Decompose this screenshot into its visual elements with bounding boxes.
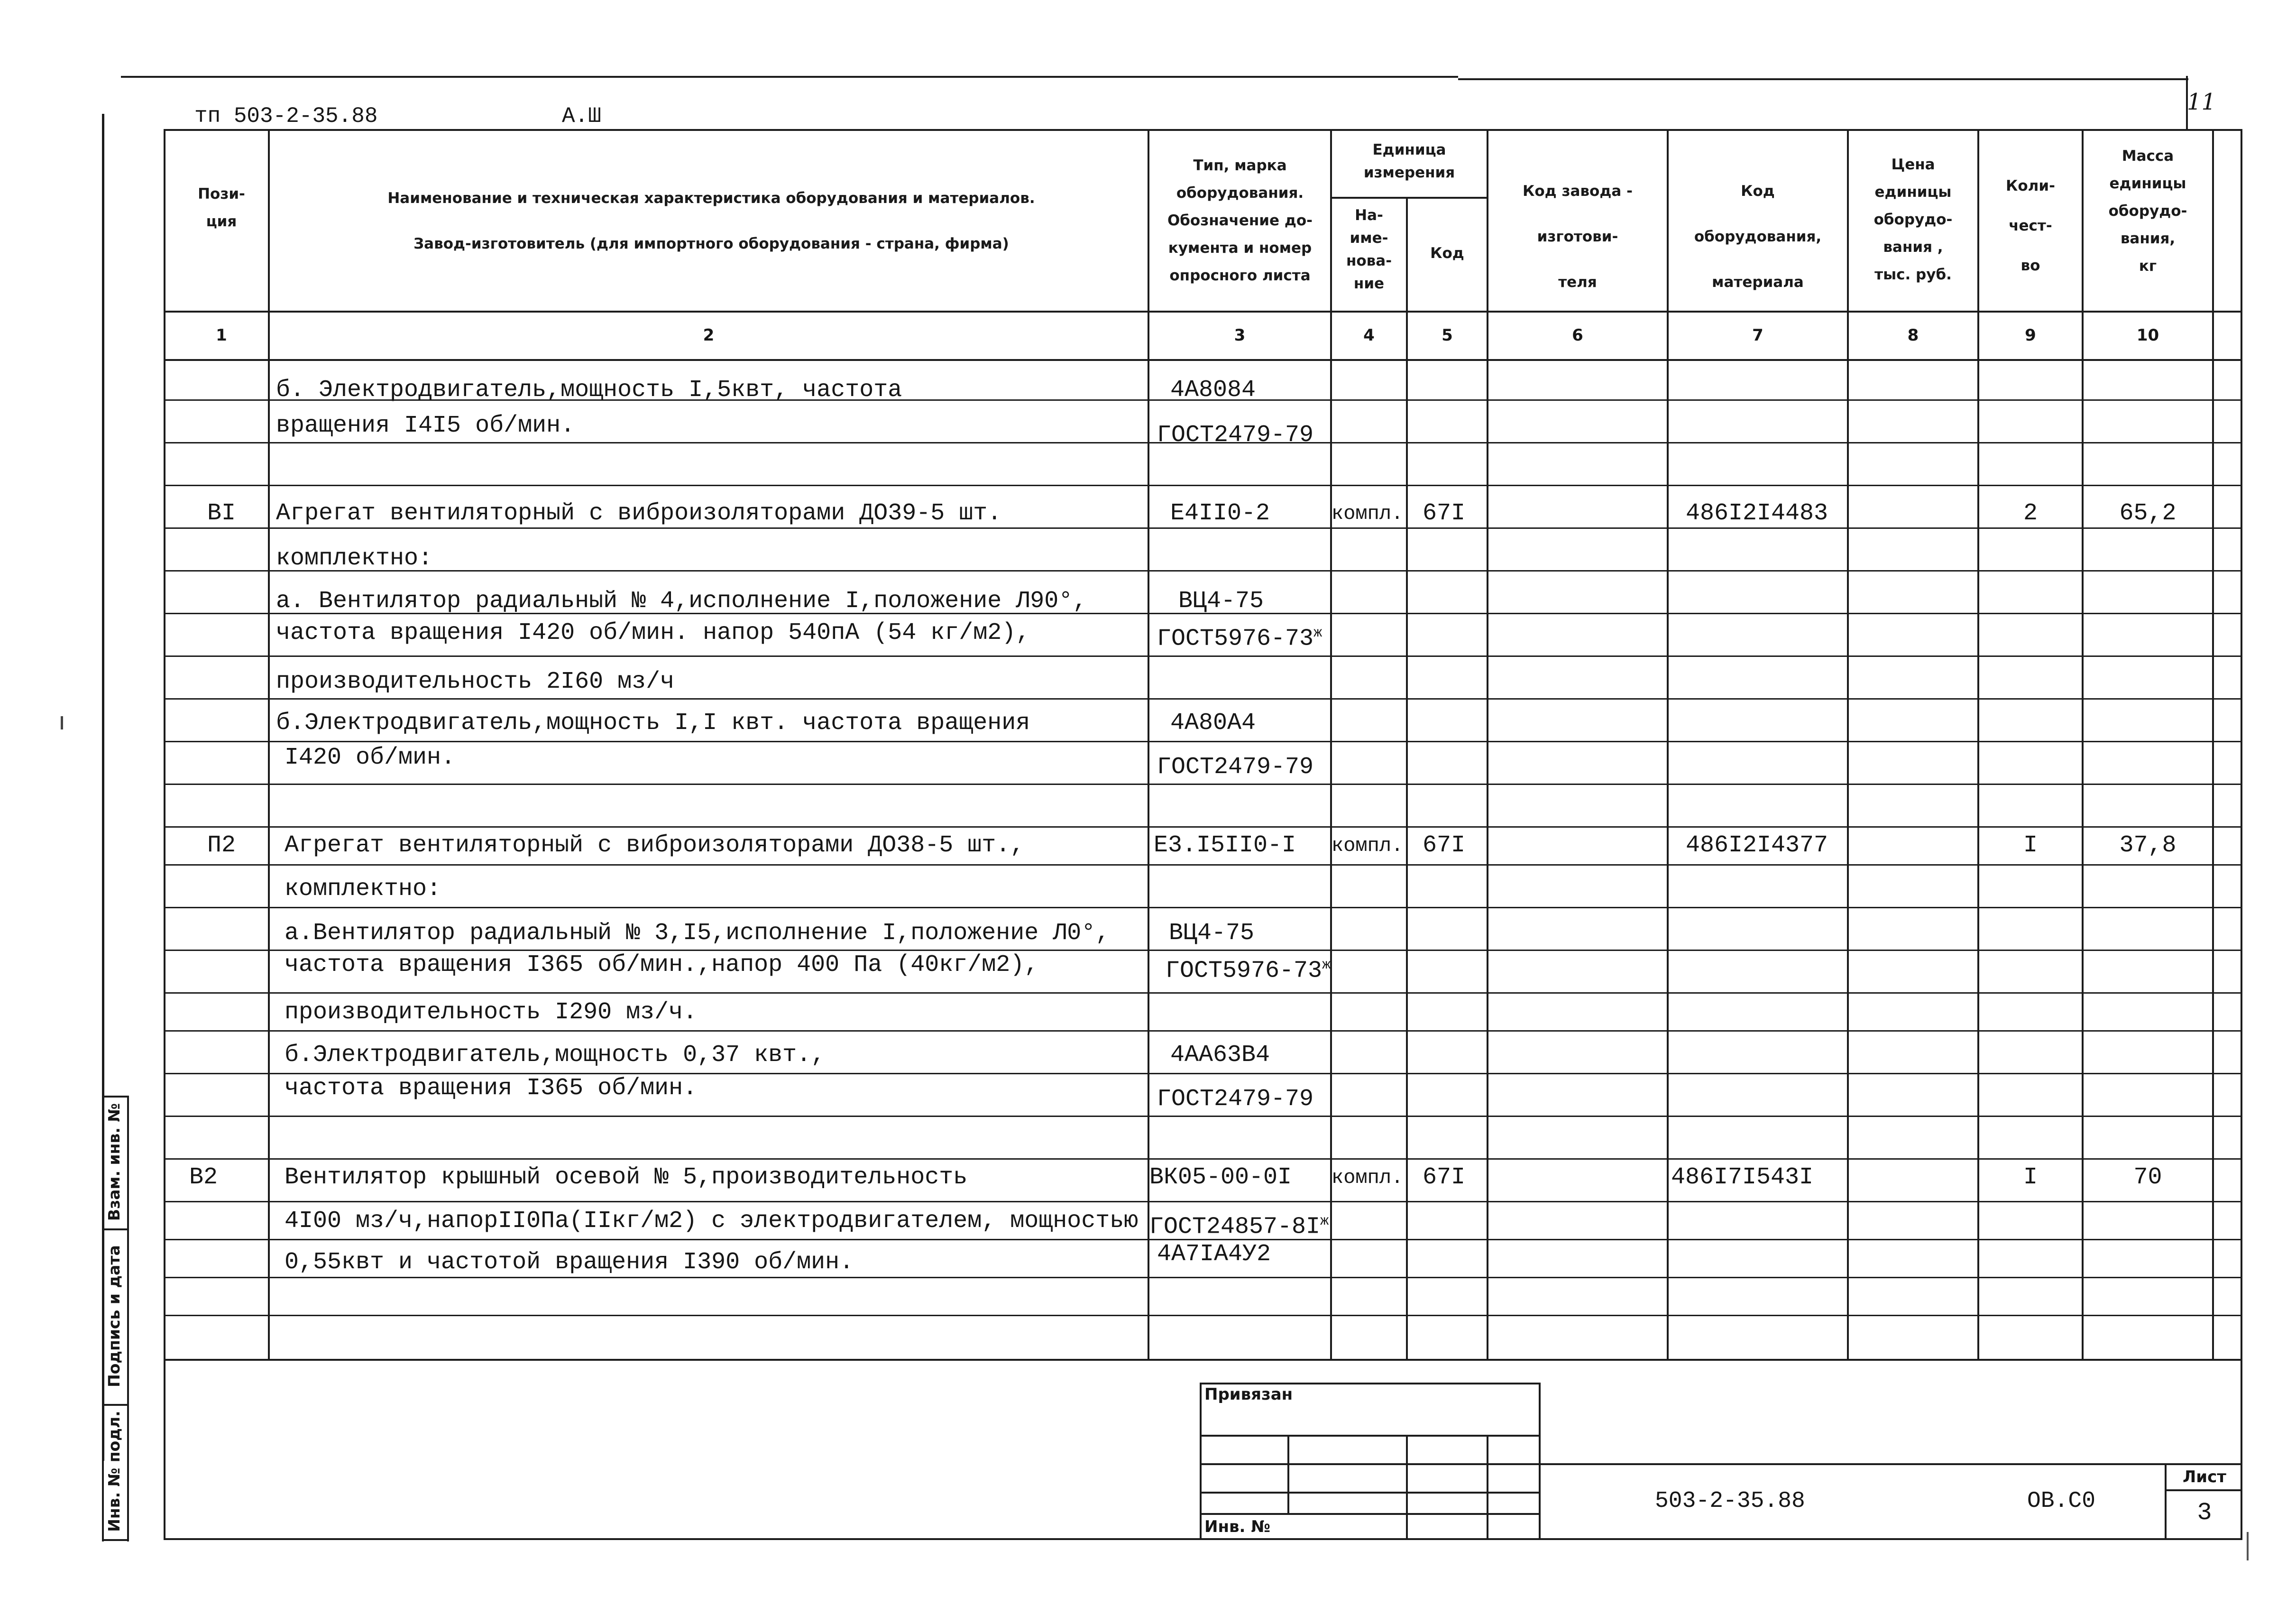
row-b2-name: Вентилятор крышный осевой № 5,производительность — [285, 1164, 968, 1191]
stamp-line — [1287, 1435, 1289, 1513]
colnum-1: 1 — [216, 326, 227, 345]
row-line — [164, 1158, 2242, 1160]
row-line — [164, 992, 2242, 994]
row-p2-mass: 37,8 — [2119, 832, 2177, 859]
row-line — [164, 784, 2242, 785]
side-vzam-inv: Взам. инв. № — [105, 1103, 123, 1221]
hdr-col10: Масса единицы оборудо- вания, кг — [2108, 148, 2187, 275]
row-b1-mass: 65,2 — [2119, 500, 2177, 527]
row-p2-7-type: ГОСТ2479-79 — [1157, 1086, 1314, 1113]
side-strip-line — [102, 1096, 104, 1541]
row-b1-equip-code: 486I2I4483 — [1686, 500, 1828, 527]
row-b1-qty: 2 — [2023, 500, 2038, 527]
row-b1-unit: компл. — [1332, 502, 1404, 525]
row-p2-7-name: частота вращения I365 об/мин. — [285, 1075, 698, 1102]
row-b1-6-type: 4А80А4 — [1170, 710, 1256, 737]
stamp-line — [1487, 1435, 1488, 1539]
binding-mark — [61, 716, 63, 729]
row-b2-equip-code: 486I7I543I — [1671, 1164, 1814, 1191]
row-line — [164, 1201, 2242, 1202]
hdr-col1: Пози- ция — [198, 185, 245, 230]
row-b2-2-type: $ГОСТ24857-8I^ж$ — [1149, 1213, 1329, 1241]
colnum-bottom — [164, 359, 2242, 361]
stamp-line — [2165, 1489, 2242, 1491]
hdr-col9: Коли- чест- во — [2006, 177, 2055, 274]
row-line — [164, 1315, 2242, 1316]
stamp-line — [1200, 1383, 1202, 1539]
colnum-2: 2 — [703, 326, 715, 345]
top-code: тп 503-2-35.88 — [194, 104, 378, 129]
row-b2-unit: компл. — [1332, 1166, 1404, 1189]
stamp-sheet-label: Лист — [2183, 1467, 2226, 1486]
hdr-unit: Единица измерения — [1363, 141, 1455, 181]
row-b2-3-type: 4А7IА4У2 — [1157, 1241, 1271, 1268]
row-line — [164, 570, 2242, 572]
frame-left — [164, 129, 165, 1540]
stamp-line — [1539, 1463, 2242, 1465]
row-p2-4-type: $ГОСТ5976-73^ж$ — [1166, 957, 1331, 985]
row-b2-code: 67I — [1423, 1164, 1466, 1191]
row-b1-7-type: ГОСТ2479-79 — [1157, 754, 1314, 781]
colnum-8: 8 — [1907, 326, 1919, 345]
stamp-line — [1200, 1435, 1541, 1437]
row-b1-4-type: $ГОСТ5976-73^ж$ — [1157, 625, 1322, 653]
row-p2-name: Агрегат вентиляторный с виброизоляторами ДО38-5 шт., — [285, 832, 1025, 859]
col-line — [268, 129, 270, 1360]
stamp-line — [1200, 1513, 1541, 1515]
stamp-sheet-number: 3 — [2197, 1499, 2212, 1527]
row-b1-code: 67I — [1423, 500, 1466, 527]
header-bottom — [164, 311, 2242, 313]
top-rule-right — [1458, 78, 2188, 80]
row-r1-name: б. Электродвигатель,мощность I,5квт, частота — [276, 377, 902, 404]
row-r2-name: вращения I4I5 об/мин. — [276, 412, 575, 439]
row-p2-3-type: ВЦ4-75 — [1169, 920, 1255, 947]
row-line — [164, 1030, 2242, 1032]
row-b1-3-type: ВЦ4-75 — [1178, 588, 1264, 615]
frame-bottom — [164, 1538, 2242, 1540]
col-line — [1406, 197, 1408, 1360]
top-album: А.Ш — [562, 104, 601, 129]
colnum-9: 9 — [2025, 326, 2036, 345]
row-p2-6-type: 4АА63В4 — [1170, 1042, 1270, 1069]
row-line — [164, 826, 2242, 828]
row-b2-pos: В2 — [189, 1164, 218, 1191]
row-b2-2-name: 4I00 мз/ч,напорII0Па(IIкг/м2) с электродвигателем, мощностью — [285, 1208, 1139, 1235]
stamp-inv-no: Инв. № — [1204, 1517, 1271, 1536]
row-b1-4-type-mark: ж — [1313, 625, 1322, 641]
top-rule — [121, 76, 1458, 78]
row-line — [164, 655, 2242, 657]
col-line — [1667, 129, 1669, 1360]
row-line — [164, 1116, 2242, 1117]
row-b1-4-name: частота вращения I420 об/мин. напор 540пА (54 кг/м2), — [276, 619, 1030, 646]
row-p2-equip-code: 486I2I4377 — [1686, 832, 1828, 859]
table-bottom — [164, 1359, 2242, 1361]
hdr-col2: Наименование и техническая характеристика оборудования и материалов. Завод-изготовитель (для импортного оборудования - страна, фирма) — [387, 190, 1035, 252]
corner-number: 11 — [2187, 89, 2216, 115]
side-podpis-data: Подпись и дата — [105, 1245, 123, 1387]
row-p2-6-name: б.Электродвигатель,мощность 0,37 квт., — [285, 1042, 826, 1069]
stamp-doc-code: 503-2-35.88 — [1655, 1488, 1805, 1514]
side-inv-podl: Инв. № подл. — [105, 1411, 123, 1532]
row-r2-type: ГОСТ2479-79 — [1157, 422, 1314, 449]
row-p2-5-name: производительность I290 мз/ч. — [285, 999, 698, 1026]
side-strip-line — [127, 1096, 129, 1541]
col-line — [2212, 129, 2214, 1360]
row-p2-4-type-mark: ж — [1322, 957, 1331, 973]
colnum-7: 7 — [1752, 326, 1763, 345]
row-p2-3-name: а.Вентилятор радиальный № 3,I5,исполнение I,положение Л0°, — [285, 920, 1110, 947]
colnum-6: 6 — [1572, 326, 1583, 345]
row-line — [164, 485, 2242, 486]
row-b1-3-name: а. Вентилятор радиальный № 4,исполнение I,положение Л90°, — [276, 588, 1087, 615]
hdr-col4: На- име- нова- ние — [1346, 207, 1392, 292]
edge-mark — [2247, 1532, 2249, 1560]
row-line — [164, 1277, 2242, 1278]
row-b1-type: Е4II0-2 — [1170, 500, 1270, 527]
stamp-line — [1406, 1435, 1408, 1539]
row-b1-2-name: комплектно: — [276, 545, 433, 572]
frame-right — [2241, 129, 2242, 1540]
row-b2-3-name: 0,55квт и частотой вращения I390 об/мин. — [285, 1249, 854, 1276]
colnum-5: 5 — [1442, 326, 1453, 345]
col-line — [1487, 129, 1488, 1360]
stamp-album: ОВ.С0 — [2027, 1488, 2096, 1514]
row-line — [164, 698, 2242, 700]
hdr-col3: Тип, марка оборудования. Обозначение до- кумента и номер опросного листа — [1167, 157, 1313, 284]
row-b1-6-name: б.Электродвигатель,мощность I,I квт. частота вращения — [276, 710, 1030, 737]
row-p2-pos: П2 — [207, 832, 236, 859]
row-b2-mass: 70 — [2133, 1164, 2162, 1191]
colnum-10: 10 — [2136, 326, 2159, 345]
row-r1-type: 4А8084 — [1170, 377, 1256, 404]
hdr-col8: Цена единицы оборудо- вания , тыс. руб. — [1874, 156, 1953, 283]
row-p2-type: Е3.I5II0-I — [1154, 832, 1296, 859]
row-line — [164, 907, 2242, 908]
colnum-4: 4 — [1363, 326, 1375, 345]
row-b1-7-name: I420 об/мин. — [285, 744, 456, 771]
row-b1-name: Агрегат вентиляторный с виброизоляторами ДО39-5 шт. — [276, 500, 1002, 527]
row-p2-2-name: комплектно: — [285, 876, 441, 903]
stamp-line — [1200, 1463, 1541, 1465]
row-p2-qty: I — [2023, 832, 2038, 859]
frame-top — [164, 129, 2242, 131]
stamp-line — [1200, 1492, 1541, 1494]
row-b2-qty: I — [2023, 1164, 2038, 1191]
row-b2-2-type-mark: ж — [1320, 1213, 1329, 1229]
colnum-3: 3 — [1234, 326, 1246, 345]
unit-header-split — [1330, 197, 1488, 199]
row-line — [164, 864, 2242, 866]
stamp-line — [1539, 1383, 1541, 1539]
hdr-col6: Код завода - изготови- теля — [1523, 183, 1633, 291]
stamp-privyazan: Привязан — [1204, 1385, 1293, 1404]
row-line — [164, 741, 2242, 742]
row-b2-type: ВК05-00-0I — [1149, 1164, 1292, 1191]
hdr-col5: Код — [1430, 245, 1464, 262]
col-line — [1847, 129, 1849, 1360]
row-b1-5-name: производительность 2I60 мз/ч — [276, 668, 675, 695]
row-p2-code: 67I — [1423, 832, 1466, 859]
row-p2-4-name: частота вращения I365 об/мин.,напор 400 Па (40кг/м2), — [285, 951, 1039, 978]
row-b1-pos: ВI — [207, 500, 236, 527]
hdr-col7: Код оборудования, материала — [1694, 183, 1822, 291]
row-p2-unit: компл. — [1332, 834, 1404, 857]
